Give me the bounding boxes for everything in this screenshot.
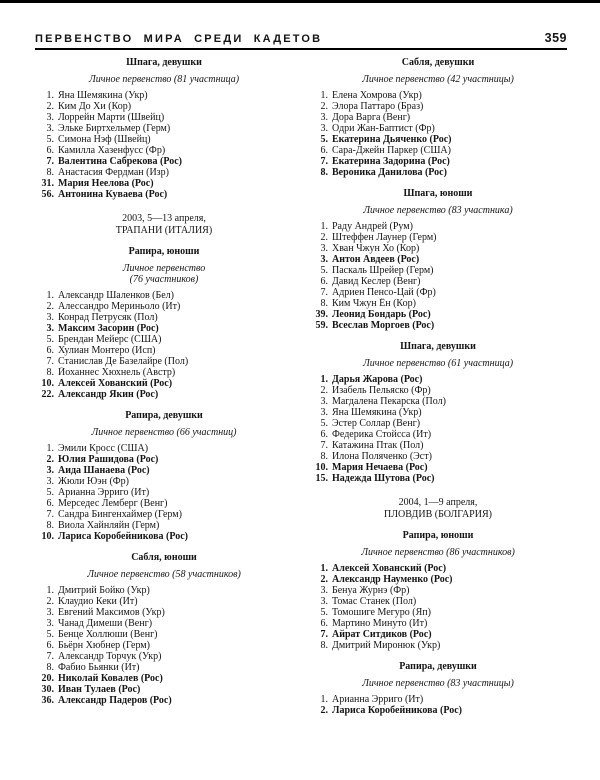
result-row <box>309 429 567 440</box>
result-name: Яна Шемякина (Укр) <box>58 90 148 101</box>
column-right <box>309 57 567 716</box>
result-rank: 3. <box>46 112 54 123</box>
result-name: Изабель Пельяско (Фр) <box>332 385 431 396</box>
result-name: Яна Шемякина (Укр) <box>332 407 422 418</box>
result-name: Адриен Пенсо-Цай (Фр) <box>332 287 436 298</box>
result-name: Брендан Мейерс (США) <box>58 334 162 345</box>
result-rank: 30. <box>41 684 54 695</box>
result-list <box>35 443 293 542</box>
result-name: Эльке Биртхельмер (Герм) <box>58 123 171 134</box>
result-row <box>309 90 567 101</box>
result-name: Катажина Птак (Пол) <box>332 440 424 451</box>
result-name: Мария Нечаева (Рос) <box>332 462 428 473</box>
result-row <box>35 389 293 400</box>
section-subtitle-line: Личное первенство (61 участница) <box>362 358 514 369</box>
result-name: Дмитрий Бойко (Укр) <box>58 585 150 596</box>
result-rank: 6. <box>46 640 54 651</box>
content-columns <box>0 50 600 716</box>
result-rank: 20. <box>41 673 54 684</box>
result-list <box>309 221 567 331</box>
result-rank: 59. <box>315 320 328 331</box>
result-row <box>309 396 567 407</box>
result-name: Мария Неелова (Рос) <box>58 178 154 189</box>
result-row <box>309 265 567 276</box>
result-name: Мерседес Лемберг (Венг) <box>58 498 168 509</box>
result-row <box>35 498 293 509</box>
result-rank: 7. <box>46 356 54 367</box>
result-rank: 5. <box>320 265 328 276</box>
result-name: Одри Жан-Баптист (Фр) <box>332 123 435 134</box>
result-row <box>309 407 567 418</box>
result-name: Раду Андрей (Рум) <box>332 221 413 232</box>
result-rank: 5. <box>320 134 328 145</box>
result-name: Эмили Кросс (США) <box>58 443 149 454</box>
result-name: Дмитрий Миронюк (Укр) <box>332 640 441 651</box>
event-date-line: 2003, 5—13 апреля, <box>122 213 206 224</box>
result-name: Лариса Коробейникова (Рос) <box>58 531 188 542</box>
result-list <box>309 694 567 716</box>
section-heading: Рапира, девушки <box>125 410 203 421</box>
result-rank: 1. <box>46 443 54 454</box>
result-row <box>309 134 567 145</box>
result-rank: 2. <box>320 385 328 396</box>
result-rank: 2. <box>46 454 54 465</box>
result-name: Бенуа Журнэ (Фр) <box>332 585 410 596</box>
result-rank: 7. <box>320 287 328 298</box>
section-subtitle <box>35 427 293 438</box>
result-rank: 8. <box>320 298 328 309</box>
section-subtitle-line: Личное первенство (81 участница) <box>88 74 240 85</box>
result-rank: 1. <box>320 694 328 705</box>
result-row <box>35 618 293 629</box>
result-name: Дарья Жарова (Рос) <box>332 374 423 385</box>
result-row <box>309 167 567 178</box>
result-rank: 8. <box>46 520 54 531</box>
result-row <box>309 101 567 112</box>
result-row <box>35 585 293 596</box>
result-row <box>35 167 293 178</box>
result-rank: 2. <box>320 705 328 716</box>
result-rank: 6. <box>320 429 328 440</box>
result-row <box>35 145 293 156</box>
result-row <box>35 520 293 531</box>
result-rank: 8. <box>320 451 328 462</box>
result-rank: 8. <box>46 662 54 673</box>
section-heading: Рапира, юноши <box>128 246 200 257</box>
event-date <box>309 497 567 520</box>
result-rank: 6. <box>46 498 54 509</box>
result-name: Елена Хомрова (Укр) <box>332 90 422 101</box>
result-name: Дора Варга (Венг) <box>332 112 411 123</box>
result-name: Симона Нэф (Швейц) <box>58 134 151 145</box>
result-rank: 1. <box>320 563 328 574</box>
result-rank: 3. <box>46 607 54 618</box>
result-rank: 3. <box>320 254 328 265</box>
result-name: Екатерина Задорина (Рос) <box>332 156 450 167</box>
result-rank: 3. <box>46 476 54 487</box>
result-name: Давид Кеслер (Венг) <box>332 276 421 287</box>
result-row <box>35 378 293 389</box>
result-row <box>309 451 567 462</box>
result-name: Бьёрн Хюбнер (Герм) <box>58 640 150 651</box>
result-list <box>309 563 567 651</box>
result-row <box>35 531 293 542</box>
section-subtitle-line: Личное первенство (66 участниц) <box>91 427 237 438</box>
result-rank: 36. <box>41 695 54 706</box>
result-name: Антонина Куваева (Рос) <box>58 189 168 200</box>
page-title: ПЕРВЕНСТВО МИРА СРЕДИ КАДЕТОВ <box>35 33 323 45</box>
result-name: Бенце Холлюши (Венг) <box>58 629 158 640</box>
result-rank: 8. <box>320 640 328 651</box>
result-name: Йоханнес Хюхнель (Австр) <box>58 367 176 378</box>
result-rank: 7. <box>320 156 328 167</box>
result-row <box>309 705 567 716</box>
result-name: Штеффен Лаунер (Герм) <box>332 232 437 243</box>
result-row <box>309 232 567 243</box>
result-row <box>309 585 567 596</box>
result-row <box>35 596 293 607</box>
result-rank: 7. <box>46 509 54 520</box>
result-rank: 31. <box>41 178 54 189</box>
result-row <box>309 440 567 451</box>
section-subtitle-line: Личное первенство (86 участников) <box>361 547 515 558</box>
result-row <box>309 629 567 640</box>
result-row <box>35 178 293 189</box>
section-heading: Шпага, юноши <box>403 188 473 199</box>
result-name: Фабио Бьянки (Ит) <box>58 662 140 673</box>
result-rank: 7. <box>46 156 54 167</box>
result-row <box>35 509 293 520</box>
result-rank: 1. <box>320 90 328 101</box>
section-subtitle-line: Личное первенство <box>122 263 206 274</box>
result-name: Арианна Эрриго (Ит) <box>332 694 424 705</box>
result-name: Сандра Бингенхаймер (Герм) <box>58 509 182 520</box>
result-rank: 10. <box>315 462 328 473</box>
result-rank: 2. <box>46 596 54 607</box>
result-rank: 6. <box>46 145 54 156</box>
result-rank: 3. <box>320 407 328 418</box>
result-rank: 5. <box>320 418 328 429</box>
section-subtitle <box>309 678 567 689</box>
result-name: Жюли Юэн (Фр) <box>58 476 130 487</box>
result-row <box>35 367 293 378</box>
section-heading: Сабля, девушки <box>401 57 475 68</box>
result-rank: 5. <box>320 607 328 618</box>
result-name: Илона Поляченко (Эст) <box>332 451 432 462</box>
section-heading: Сабля, юноши <box>131 552 197 563</box>
result-name: Антон Авдеев (Рос) <box>332 254 420 265</box>
section-subtitle-line: Личное первенство (83 участника) <box>363 205 513 216</box>
section-subtitle-line: Личное первенство (58 участников) <box>87 569 241 580</box>
result-row <box>309 276 567 287</box>
result-rank: 1. <box>46 90 54 101</box>
result-row <box>35 345 293 356</box>
result-name: Ким Чжун Ён (Кор) <box>332 298 416 309</box>
result-row <box>309 123 567 134</box>
result-rank: 10. <box>41 378 54 389</box>
result-rank: 3. <box>46 123 54 134</box>
result-rank: 7. <box>320 629 328 640</box>
result-name: Хван Чжун Хо (Кор) <box>332 243 420 254</box>
result-row <box>35 487 293 498</box>
result-rank: 3. <box>46 312 54 323</box>
result-row <box>35 651 293 662</box>
result-row <box>35 290 293 301</box>
result-row <box>35 90 293 101</box>
section-subtitle <box>35 263 293 285</box>
event-date-line: 2004, 1—9 апреля, <box>398 497 478 508</box>
result-rank: 8. <box>46 167 54 178</box>
result-list <box>309 90 567 178</box>
result-name: Конрад Петрусяк (Пол) <box>58 312 158 323</box>
result-rank: 8. <box>46 367 54 378</box>
result-name: Томас Станек (Пол) <box>332 596 417 607</box>
result-list <box>35 90 293 200</box>
result-name: Александр Шаленков (Бел) <box>58 290 174 301</box>
section-heading: Шпага, девушки <box>126 57 202 68</box>
result-row <box>309 418 567 429</box>
page-top-rule <box>0 0 600 3</box>
result-name: Иван Тулаев (Рос) <box>58 684 141 695</box>
result-name: Хулиан Монтеро (Исп) <box>58 345 156 356</box>
result-row <box>309 320 567 331</box>
result-rank: 3. <box>46 323 54 334</box>
result-name: Александр Якин (Рос) <box>58 389 159 400</box>
result-name: Надежда Шутова (Рос) <box>332 473 435 484</box>
result-row <box>35 684 293 695</box>
result-name: Магдалена Пекарска (Пол) <box>332 396 446 407</box>
result-name: Мартино Минуто (Ит) <box>332 618 428 629</box>
section-subtitle <box>309 74 567 85</box>
result-name: Анастасия Фердман (Изр) <box>58 167 169 178</box>
result-rank: 3. <box>46 465 54 476</box>
result-name: Леонид Бондарь (Рос) <box>332 309 431 320</box>
result-rank: 3. <box>320 243 328 254</box>
result-row <box>35 476 293 487</box>
result-row <box>35 454 293 465</box>
result-name: Аида Шанаева (Рос) <box>58 465 150 476</box>
result-rank: 1. <box>46 290 54 301</box>
result-row <box>309 385 567 396</box>
result-row <box>35 465 293 476</box>
result-rank: 5. <box>46 334 54 345</box>
result-row <box>35 189 293 200</box>
result-row <box>35 156 293 167</box>
result-rank: 2. <box>46 301 54 312</box>
result-row <box>309 309 567 320</box>
result-row <box>309 640 567 651</box>
result-rank: 3. <box>320 396 328 407</box>
result-row <box>309 563 567 574</box>
result-row <box>35 629 293 640</box>
result-rank: 5. <box>46 134 54 145</box>
result-name: Вероника Данилова (Рос) <box>332 167 447 178</box>
result-row <box>35 301 293 312</box>
result-name: Александр Науменко (Рос) <box>332 574 453 585</box>
result-row <box>35 334 293 345</box>
column-left <box>35 57 293 716</box>
section-subtitle <box>309 358 567 369</box>
result-row <box>35 134 293 145</box>
result-row <box>309 473 567 484</box>
section-subtitle <box>35 74 293 85</box>
result-name: Лариса Коробейникова (Рос) <box>332 705 462 716</box>
result-row <box>35 312 293 323</box>
result-rank: 1. <box>320 374 328 385</box>
section-subtitle <box>309 205 567 216</box>
result-rank: 6. <box>320 145 328 156</box>
section-subtitle <box>309 547 567 558</box>
result-rank: 22. <box>41 389 54 400</box>
result-row <box>35 673 293 684</box>
result-rank: 1. <box>46 585 54 596</box>
result-name: Алексей Хованский (Рос) <box>332 563 447 574</box>
result-rank: 6. <box>46 345 54 356</box>
result-row <box>35 123 293 134</box>
result-rank: 56. <box>41 189 54 200</box>
section-subtitle-line: (76 участников) <box>129 274 199 285</box>
section-subtitle <box>35 569 293 580</box>
result-name: Эстер Соллар (Венг) <box>332 418 421 429</box>
result-row <box>309 145 567 156</box>
result-row <box>35 607 293 618</box>
result-list <box>309 374 567 484</box>
result-list <box>35 585 293 706</box>
result-row <box>309 574 567 585</box>
result-rank: 10. <box>41 531 54 542</box>
result-name: Сара-Джейн Паркер (США) <box>332 145 451 156</box>
result-row <box>309 596 567 607</box>
result-rank: 6. <box>320 276 328 287</box>
result-row <box>309 156 567 167</box>
result-name: Станислав Де Базелайре (Пол) <box>58 356 189 367</box>
result-name: Томошиге Мегуро (Яп) <box>332 607 431 618</box>
result-name: Айрат Ситдиков (Рос) <box>332 629 432 640</box>
result-name: Ким До Хи (Кор) <box>58 101 132 112</box>
result-row <box>309 694 567 705</box>
result-row <box>309 254 567 265</box>
page-header <box>0 31 600 45</box>
result-row <box>309 112 567 123</box>
result-name: Максим Засорин (Рос) <box>58 323 159 334</box>
result-name: Виола Хайнляйн (Герм) <box>58 520 160 531</box>
result-rank: 39. <box>315 309 328 320</box>
result-name: Клаудио Кеки (Ит) <box>58 596 138 607</box>
result-name: Чанад Димеши (Венг) <box>58 618 153 629</box>
section-subtitle-line: Личное первенство (42 участницы) <box>362 74 514 85</box>
result-row <box>35 695 293 706</box>
result-row <box>309 374 567 385</box>
result-row <box>309 287 567 298</box>
result-row <box>309 618 567 629</box>
event-date-line: ТРАПАНИ (ИТАЛИЯ) <box>115 224 213 236</box>
result-name: Алексей Хованский (Рос) <box>58 378 173 389</box>
result-rank: 2. <box>46 101 54 112</box>
result-name: Камилла Хазенфусс (Фр) <box>58 145 166 156</box>
result-rank: 15. <box>315 473 328 484</box>
result-name: Алессандро Мериньоло (Ит) <box>58 301 181 312</box>
result-row <box>309 221 567 232</box>
result-row <box>35 662 293 673</box>
result-row <box>309 298 567 309</box>
result-rank: 2. <box>320 101 328 112</box>
result-name: Федерика Стойсса (Ит) <box>332 429 432 440</box>
result-row <box>35 443 293 454</box>
result-name: Паскаль Шрейер (Герм) <box>332 265 434 276</box>
result-row <box>35 323 293 334</box>
result-rank: 8. <box>320 167 328 178</box>
result-rank: 3. <box>320 596 328 607</box>
page-number: 359 <box>544 31 567 45</box>
section-heading: Шпага, девушки <box>400 341 476 352</box>
result-rank: 7. <box>46 651 54 662</box>
result-name: Александр Падеров (Рос) <box>58 695 172 706</box>
result-name: Юлия Рашидова (Рос) <box>58 454 159 465</box>
result-name: Евгений Максимов (Укр) <box>58 607 165 618</box>
result-name: Арианна Эрриго (Ит) <box>58 487 150 498</box>
result-rank: 2. <box>320 574 328 585</box>
event-date-line: ПЛОВДИВ (БОЛГАРИЯ) <box>384 508 492 520</box>
result-row <box>35 112 293 123</box>
result-name: Элора Паттаро (Браз) <box>332 101 424 112</box>
result-rank: 3. <box>320 123 328 134</box>
result-row <box>35 356 293 367</box>
result-row <box>35 101 293 112</box>
result-rank: 3. <box>46 618 54 629</box>
result-rank: 5. <box>46 629 54 640</box>
result-name: Александр Торчук (Укр) <box>58 651 162 662</box>
result-list <box>35 290 293 400</box>
result-row <box>309 243 567 254</box>
result-rank: 2. <box>320 232 328 243</box>
result-name: Лоррейн Марти (Швейц) <box>58 112 165 123</box>
result-name: Валентина Сабрекова (Рос) <box>58 156 182 167</box>
result-row <box>35 640 293 651</box>
result-name: Екатерина Дьяченко (Рос) <box>332 134 452 145</box>
section-heading: Рапира, девушки <box>399 661 477 672</box>
result-rank: 3. <box>320 112 328 123</box>
event-date <box>35 213 293 236</box>
result-rank: 3. <box>320 585 328 596</box>
result-row <box>309 607 567 618</box>
result-rank: 6. <box>320 618 328 629</box>
section-heading: Рапира, юноши <box>402 530 474 541</box>
result-row <box>309 462 567 473</box>
section-subtitle-line: Личное первенство (83 участницы) <box>362 678 514 689</box>
result-name: Всеслав Моргоев (Рос) <box>332 320 435 331</box>
result-rank: 1. <box>320 221 328 232</box>
result-rank: 7. <box>320 440 328 451</box>
result-name: Николай Ковалев (Рос) <box>58 673 163 684</box>
result-rank: 5. <box>46 487 54 498</box>
